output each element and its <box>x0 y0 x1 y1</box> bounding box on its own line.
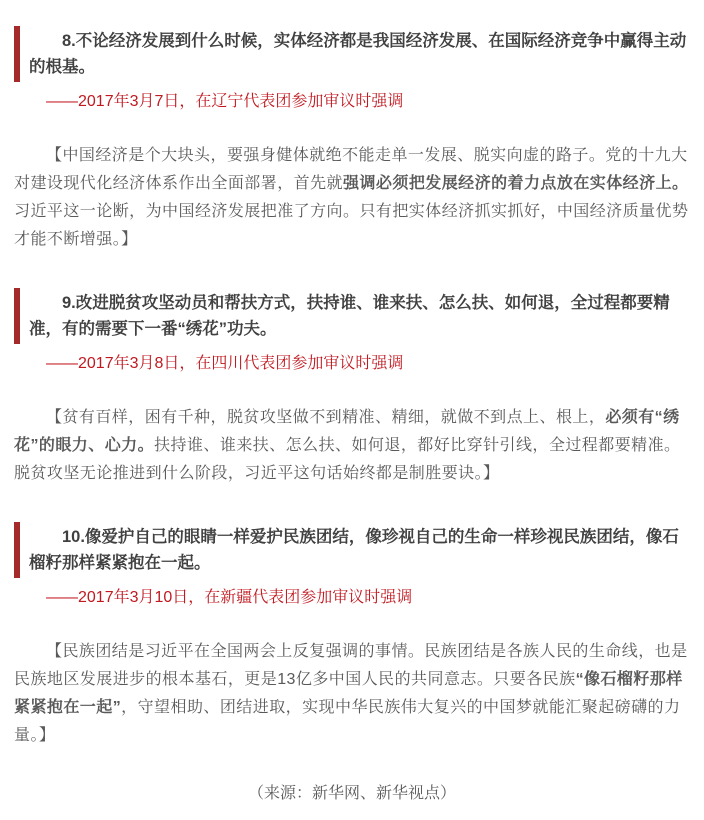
commentary-emphasis: 必须有“绣花”的眼力、心力。 <box>14 409 680 454</box>
quote-section-10 <box>14 522 690 750</box>
quote-heading: 10.像爱护自己的眼睛一样爱护民族团结，像珍视自己的生命一样珍视民族团结，像石榴籽那样紧紧抱在一起。 <box>14 522 690 578</box>
commentary-text: 【中国经济是个大块头，要强身健体就绝不能走单一发展、脱实向虚的路子。党的十九大对建设现代化经济体系作出全面部署，首先就 <box>14 147 688 192</box>
quote-source-line: ——2017年3月7日，在辽宁代表团参加审议时强调 <box>46 93 404 110</box>
quote-heading: 9.改进脱贫攻坚动员和帮扶方式，扶持谁、谁来扶、怎么扶、如何退，全过程都要精准，有的需要下一番“绣花”功夫。 <box>14 288 690 344</box>
commentary-text: 【民族团结是习近平在全国两会上反复强调的事情。民族团结是各族人民的生命线，也是民族地区发展进步的根本基石，更是13亿多中国人民的共同意志。只要各民族 <box>14 643 688 688</box>
quote-section-8 <box>14 26 690 254</box>
quote-commentary <box>14 638 690 750</box>
quote-commentary <box>14 142 690 254</box>
commentary-emphasis: “像石榴籽那样紧紧抱在一起” <box>14 671 683 716</box>
quote-section-9 <box>14 288 690 488</box>
commentary-text: 习近平这一论断，为中国经济发展把准了方向。只有把实体经济抓实抓好，中国经济质量优势才能不断增强。】 <box>14 203 689 248</box>
commentary-text: ，守望相助、团结进取，实现中华民族伟大复兴的中国梦就能汇聚起磅礴的力量。】 <box>14 699 681 744</box>
commentary-text: 【贫有百样，困有千种，脱贫攻坚做不到精准、精细，就做不到点上、根上， <box>46 409 606 426</box>
article-source-footer: （来源：新华网、新华视点） <box>247 785 456 802</box>
quote-heading: 8.不论经济发展到什么时候，实体经济都是我国经济发展、在国际经济竞争中赢得主动的根基。 <box>14 26 690 82</box>
quote-source-line: ——2017年3月8日，在四川代表团参加审议时强调 <box>46 355 404 372</box>
commentary-emphasis: 强调必须把发展经济的着力点放在实体经济上。 <box>343 175 689 192</box>
commentary-text: 扶持谁、谁来扶、怎么扶、如何退，都好比穿针引线，全过程都要精准。脱贫攻坚无论推进到什么阶段，习近平这句话始终都是制胜要诀。】 <box>14 437 681 482</box>
article-body <box>14 26 690 804</box>
quote-source-line: ——2017年3月10日，在新疆代表团参加审议时强调 <box>46 589 413 606</box>
quote-commentary <box>14 404 690 488</box>
